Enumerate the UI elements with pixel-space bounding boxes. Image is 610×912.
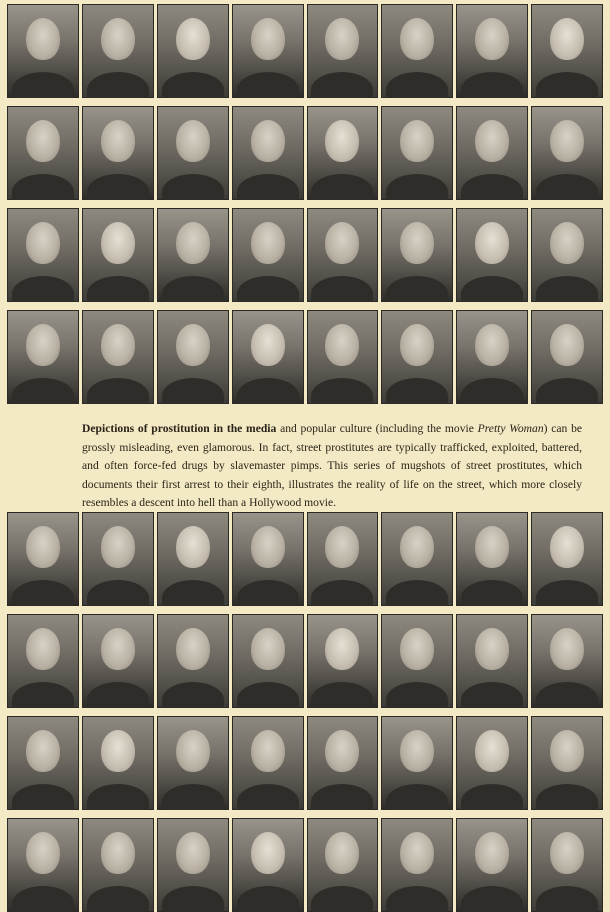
top-mugshot-photo: [307, 310, 379, 404]
bottom-mugshot-photo: [232, 614, 304, 708]
top-mugshot-photo: [531, 4, 603, 98]
caption-paragraph: [82, 420, 582, 513]
bottom-mugshot-photo: [232, 818, 304, 912]
top-mugshot-photo: [82, 208, 154, 302]
top-mugshot-photo: [381, 310, 453, 404]
bottom-mugshot-photo: [157, 614, 229, 708]
bottom-mugshot-photo: [456, 818, 528, 912]
top-mugshot-photo: [157, 208, 229, 302]
bottom-mugshot-photo: [307, 512, 379, 606]
top-mugshot-photo: [381, 4, 453, 98]
bottom-mugshot-photo: [456, 716, 528, 810]
top-mugshot-photo: [232, 106, 304, 200]
top-mugshot-photo: [7, 310, 79, 404]
bottom-mugshot-photo: [531, 512, 603, 606]
top-mugshot-photo: [157, 310, 229, 404]
bottom-mugshot-photo: [157, 818, 229, 912]
top-mugshot-photo: [307, 106, 379, 200]
top-mugshot-photo: [82, 106, 154, 200]
top-mugshot-photo: [232, 208, 304, 302]
bottom-mugshot-photo: [381, 716, 453, 810]
top-mugshot-photo: [531, 106, 603, 200]
mugshot-grid-bottom: [7, 512, 603, 912]
caption-lead: Depictions of prostitution in the media: [82, 422, 277, 435]
top-mugshot-photo: [232, 4, 304, 98]
bottom-mugshot-photo: [531, 818, 603, 912]
bottom-mugshot-photo: [456, 614, 528, 708]
bottom-mugshot-photo: [531, 614, 603, 708]
top-mugshot-photo: [531, 208, 603, 302]
bottom-mugshot-photo: [7, 818, 79, 912]
top-mugshot-photo: [7, 106, 79, 200]
bottom-mugshot-photo: [456, 512, 528, 606]
top-mugshot-photo: [381, 106, 453, 200]
bottom-mugshot-photo: [307, 614, 379, 708]
top-mugshot-photo: [381, 208, 453, 302]
bottom-mugshot-photo: [82, 614, 154, 708]
bottom-mugshot-photo: [232, 512, 304, 606]
top-mugshot-photo: [456, 106, 528, 200]
bottom-mugshot-photo: [381, 614, 453, 708]
top-mugshot-photo: [307, 208, 379, 302]
bottom-mugshot-photo: [7, 512, 79, 606]
top-mugshot-photo: [456, 4, 528, 98]
bottom-mugshot-photo: [381, 512, 453, 606]
bottom-mugshot-photo: [7, 716, 79, 810]
caption-movie-title: Pretty Woman: [477, 422, 544, 435]
bottom-mugshot-photo: [307, 716, 379, 810]
top-mugshot-photo: [7, 4, 79, 98]
bottom-mugshot-photo: [157, 512, 229, 606]
top-mugshot-photo: [82, 310, 154, 404]
caption-text-2: ) can be grossly misleading, even glamorous. In fact, street prostitutes are typically trafficked, exploited, battered, and often force-fed drugs by slavemaster pimps. This series of mugshots of street prostitutes, which documents their first arrest to their eighth, illustrates the reality of life on the street, which more closely resembles a descent into hell than a Hollywood movie.: [82, 422, 583, 510]
top-mugshot-photo: [82, 4, 154, 98]
bottom-mugshot-photo: [381, 818, 453, 912]
bottom-mugshot-photo: [232, 716, 304, 810]
top-mugshot-photo: [456, 208, 528, 302]
bottom-mugshot-photo: [531, 716, 603, 810]
top-mugshot-photo: [531, 310, 603, 404]
top-mugshot-photo: [232, 310, 304, 404]
bottom-mugshot-photo: [307, 818, 379, 912]
top-mugshot-photo: [7, 208, 79, 302]
caption-text-1: and popular culture (including the movie: [276, 422, 478, 435]
bottom-mugshot-photo: [7, 614, 79, 708]
mugshot-grid-top: [7, 4, 603, 404]
top-mugshot-photo: [157, 106, 229, 200]
top-mugshot-photo: [307, 4, 379, 98]
bottom-mugshot-photo: [82, 716, 154, 810]
bottom-mugshot-photo: [82, 818, 154, 912]
bottom-mugshot-photo: [157, 716, 229, 810]
top-mugshot-photo: [157, 4, 229, 98]
top-mugshot-photo: [456, 310, 528, 404]
bottom-mugshot-photo: [82, 512, 154, 606]
